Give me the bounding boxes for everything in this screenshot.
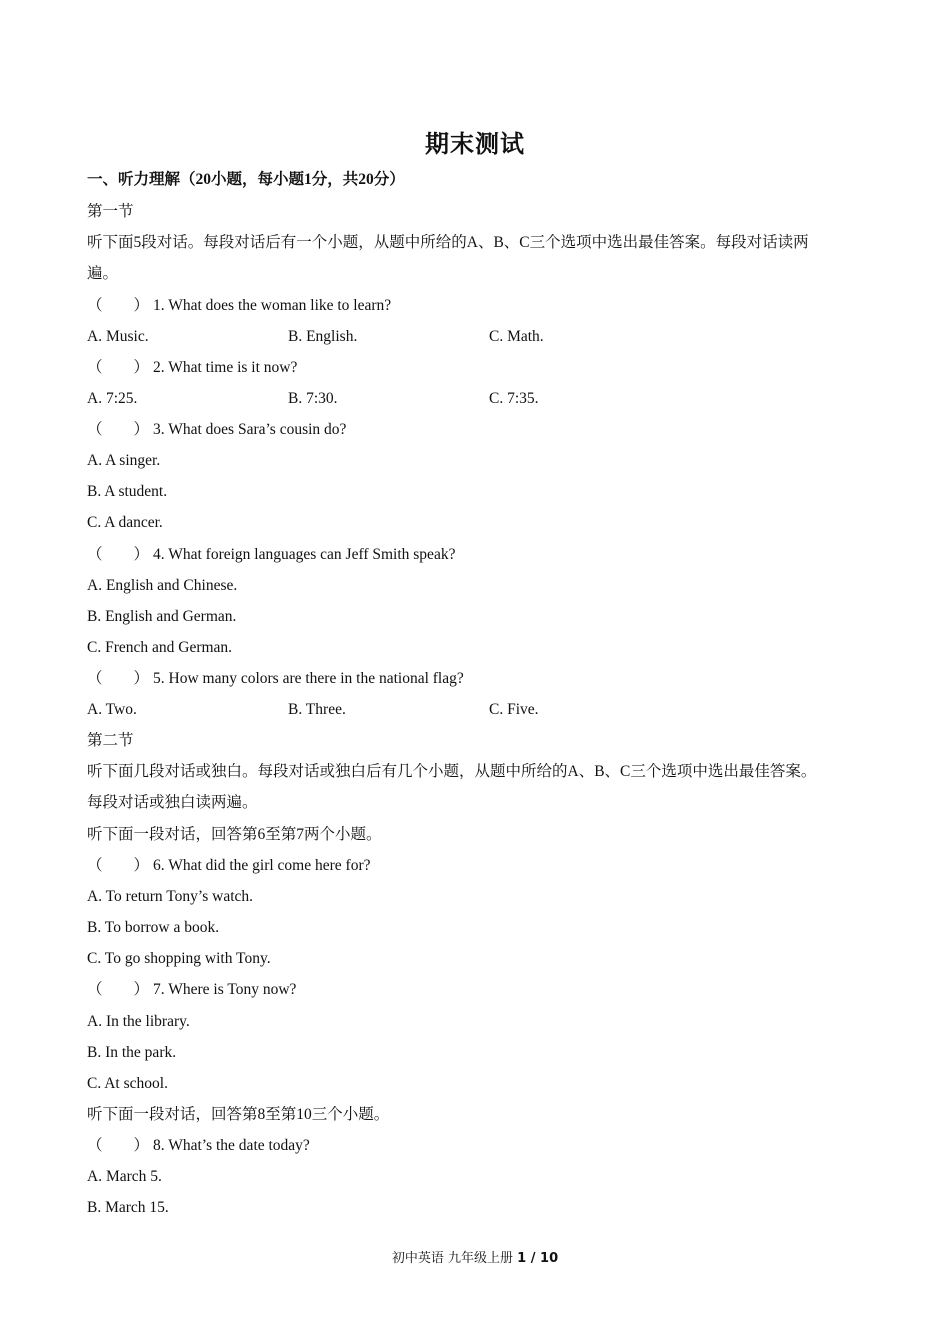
question-text: 8. What’s the date today? bbox=[153, 1137, 310, 1154]
page-footer bbox=[0, 1247, 950, 1266]
option-c: C. 7:35. bbox=[489, 390, 539, 407]
question-4 bbox=[87, 545, 455, 565]
option-a: A. Music. bbox=[87, 328, 149, 345]
option-a: A. English and Chinese. bbox=[87, 577, 238, 594]
question-2 bbox=[87, 358, 297, 378]
option-a: A. 7:25. bbox=[87, 390, 138, 407]
part1-instruction-line2: 遍。 bbox=[87, 265, 119, 282]
answer-blank: （ ） bbox=[87, 857, 150, 874]
group2-instruction: 听下面一段对话，回答第8至第10三个小题。 bbox=[87, 1106, 390, 1123]
option-b: B. 7:30. bbox=[288, 390, 338, 407]
answer-blank: （ ） bbox=[87, 981, 150, 998]
option-a: A. A singer. bbox=[87, 452, 161, 469]
question-text: 5. How many colors are there in the national flag? bbox=[153, 670, 464, 687]
option-b: B. English. bbox=[288, 328, 358, 345]
group1-instruction: 听下面一段对话，回答第6至第7两个小题。 bbox=[87, 826, 382, 843]
page-title: 期末测试 bbox=[425, 132, 525, 158]
part1-label: 第一节 bbox=[87, 203, 134, 220]
answer-blank: （ ） bbox=[87, 297, 150, 314]
answer-blank: （ ） bbox=[87, 421, 150, 438]
question-1 bbox=[87, 296, 391, 316]
part2-label: 第二节 bbox=[87, 732, 134, 749]
answer-blank: （ ） bbox=[87, 546, 150, 563]
section-heading: 一、听力理解（20小题，每小题1分，共20分） bbox=[87, 171, 405, 188]
option-c: C. Math. bbox=[489, 328, 544, 345]
question-text: 3. What does Sara’s cousin do? bbox=[153, 421, 347, 438]
footer-text: 初中英语 九年级上册 bbox=[391, 1251, 514, 1266]
question-text: 7. Where is Tony now? bbox=[153, 981, 297, 998]
answer-blank: （ ） bbox=[87, 1137, 150, 1154]
part2-instruction-line2: 每段对话或独白读两遍。 bbox=[87, 794, 258, 811]
option-b: B. English and German. bbox=[87, 608, 237, 625]
question-text: 1. What does the woman like to learn? bbox=[153, 297, 392, 314]
part2-instruction-line1: 听下面几段对话或独白。每段对话或独白后有几个小题，从题中所给的A、B、C三个选项中选出最佳答案。 bbox=[87, 763, 817, 780]
question-6 bbox=[87, 856, 371, 876]
option-c: C. A dancer. bbox=[87, 514, 163, 531]
option-a: A. Two. bbox=[87, 701, 137, 718]
question-7 bbox=[87, 980, 296, 1000]
question-5 bbox=[87, 669, 464, 689]
option-b: B. In the park. bbox=[87, 1044, 177, 1061]
question-text: 6. What did the girl come here for? bbox=[153, 857, 371, 874]
page-number: 1 / 10 bbox=[517, 1251, 559, 1266]
part1-instruction-line1: 听下面5段对话。每段对话后有一个小题，从题中所给的A、B、C三个选项中选出最佳答案。每段对话读两 bbox=[87, 234, 809, 251]
answer-blank: （ ） bbox=[87, 670, 150, 687]
question-3 bbox=[87, 420, 346, 440]
option-b: B. March 15. bbox=[87, 1199, 169, 1216]
option-c: C. At school. bbox=[87, 1075, 168, 1092]
question-text: 4. What foreign languages can Jeff Smith speak? bbox=[153, 546, 456, 563]
option-b: B. To borrow a book. bbox=[87, 919, 220, 936]
option-a: A. In the library. bbox=[87, 1013, 190, 1030]
option-b: B. A student. bbox=[87, 483, 168, 500]
question-8 bbox=[87, 1136, 310, 1156]
option-a: A. March 5. bbox=[87, 1168, 162, 1185]
option-a: A. To return Tony’s watch. bbox=[87, 888, 254, 905]
option-c: C. French and German. bbox=[87, 639, 233, 656]
option-b: B. Three. bbox=[288, 701, 346, 718]
answer-blank: （ ） bbox=[87, 359, 150, 376]
question-text: 2. What time is it now? bbox=[153, 359, 298, 376]
option-c: C. Five. bbox=[489, 701, 539, 718]
option-c: C. To go shopping with Tony. bbox=[87, 950, 271, 967]
